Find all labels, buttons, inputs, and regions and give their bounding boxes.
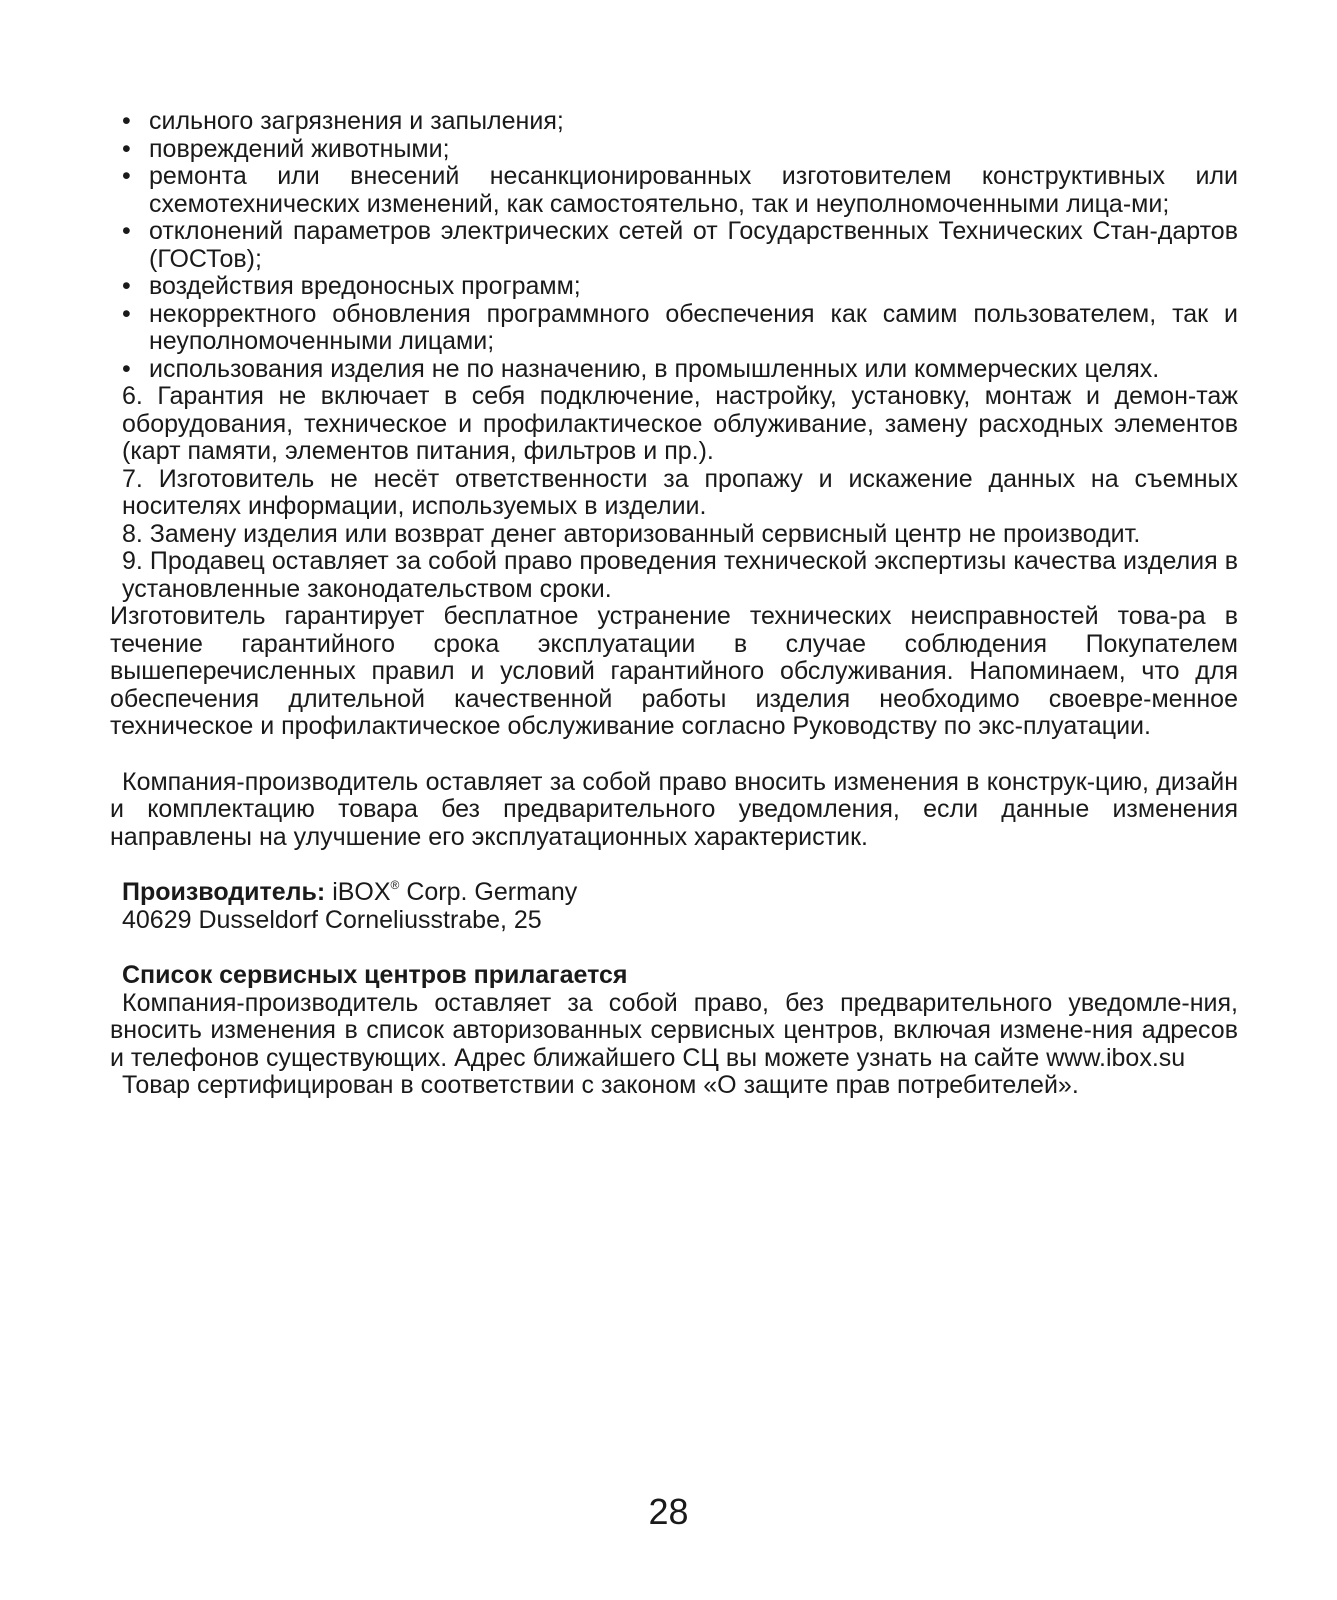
list-item: • некорректного обновления программного обеспечения как самим пользователем, так и неуполномоченными лицами; — [110, 301, 1238, 356]
spacer — [110, 741, 1238, 769]
spacer — [110, 851, 1238, 879]
numbered-clauses — [110, 383, 1238, 603]
clause-7: 7. Изготовитель не несёт ответственности за пропажу и искажение данных на съемных носителях информации, используемых в изделии. — [122, 464, 1238, 520]
registered-mark: ® — [390, 878, 400, 892]
list-item: • повреждений животными; — [110, 136, 1238, 164]
page-number: 28 — [648, 1491, 689, 1532]
service-centers-paragraph: Компания-производитель оставляет за собой право, без предварительного уведомле-ния, вносить изменения в список авторизованных сервисных центров, включая измене-ния адресов и телефонов существующих. Адрес ближайшего СЦ вы можете узнать на сайте www.ibox.su — [110, 988, 1238, 1072]
manufacturer-name: iBOX — [325, 878, 391, 906]
guarantee-paragraph: Изготовитель гарантирует бесплатное устранение технических неисправностей това-ра в течение гарантийного срока эксплуатации в случае соблюдения Покупателем вышеперечисленных правил и условий гарантийного обслуживания. Напоминаем, что для обеспечения длительной качественной работы изделия необходимо своевре-менное техническое и профилактическое обслуживание согласно Руководству по экс-плуатации. — [110, 602, 1238, 740]
clause-9: 9. Продавец оставляет за собой право проведения технической экспертизы качества изделия в установленные законодательством сроки. — [122, 547, 1238, 603]
manufacturer-line — [110, 879, 1238, 907]
service-centers-title: Список сервисных центров прилагается — [122, 961, 628, 989]
list-item: • сильного загрязнения и запыления; — [110, 108, 1238, 136]
certification-note: Товар сертифицирован в соответствии с законом «О защите прав потребителей». — [122, 1071, 1079, 1099]
clause-8: 8. Замену изделия или возврат денег авторизованный сервисный центр не производит. — [122, 519, 1141, 548]
list-item: • воздействия вредоносных программ; — [110, 273, 1238, 301]
list-item: • использования изделия не по назначению, в промышленных или коммерческих целях. — [110, 356, 1238, 384]
spacer — [110, 934, 1238, 962]
list-item: • отклонений параметров электрических сетей от Государственных Технических Стан-дартов (ГОСТов); — [110, 218, 1238, 273]
manufacturer-label: Производитель: — [122, 878, 326, 906]
manufacturer-name-suffix: Corp. Germany — [399, 878, 578, 906]
manufacturer-address: 40629 Dusseldorf Corneliusstrabe, 25 — [122, 905, 542, 934]
page-content — [110, 108, 1238, 1100]
list-item: • ремонта или внесений несанкционированных изготовителем конструктивных или схемотехнических изменений, как самостоятельно, так и неуполномоченными лица-ми; — [110, 163, 1238, 218]
clause-6: 6. Гарантия не включает в себя подключение, настройку, установку, монтаж и демон-таж оборудования, техническое и профилактическое облуживание, замену расходных элементов (карт памяти, элементов питания, фильтров и пр.). — [122, 382, 1238, 465]
exclusions-list — [110, 108, 1238, 383]
company-paragraph: Компания-производитель оставляет за собой право вносить изменения в конструк-цию, дизайн и комплектацию товара без предварительного уведомления, если данные изменения направлены на улучшение его эксплуатационных характеристик. — [110, 767, 1238, 851]
